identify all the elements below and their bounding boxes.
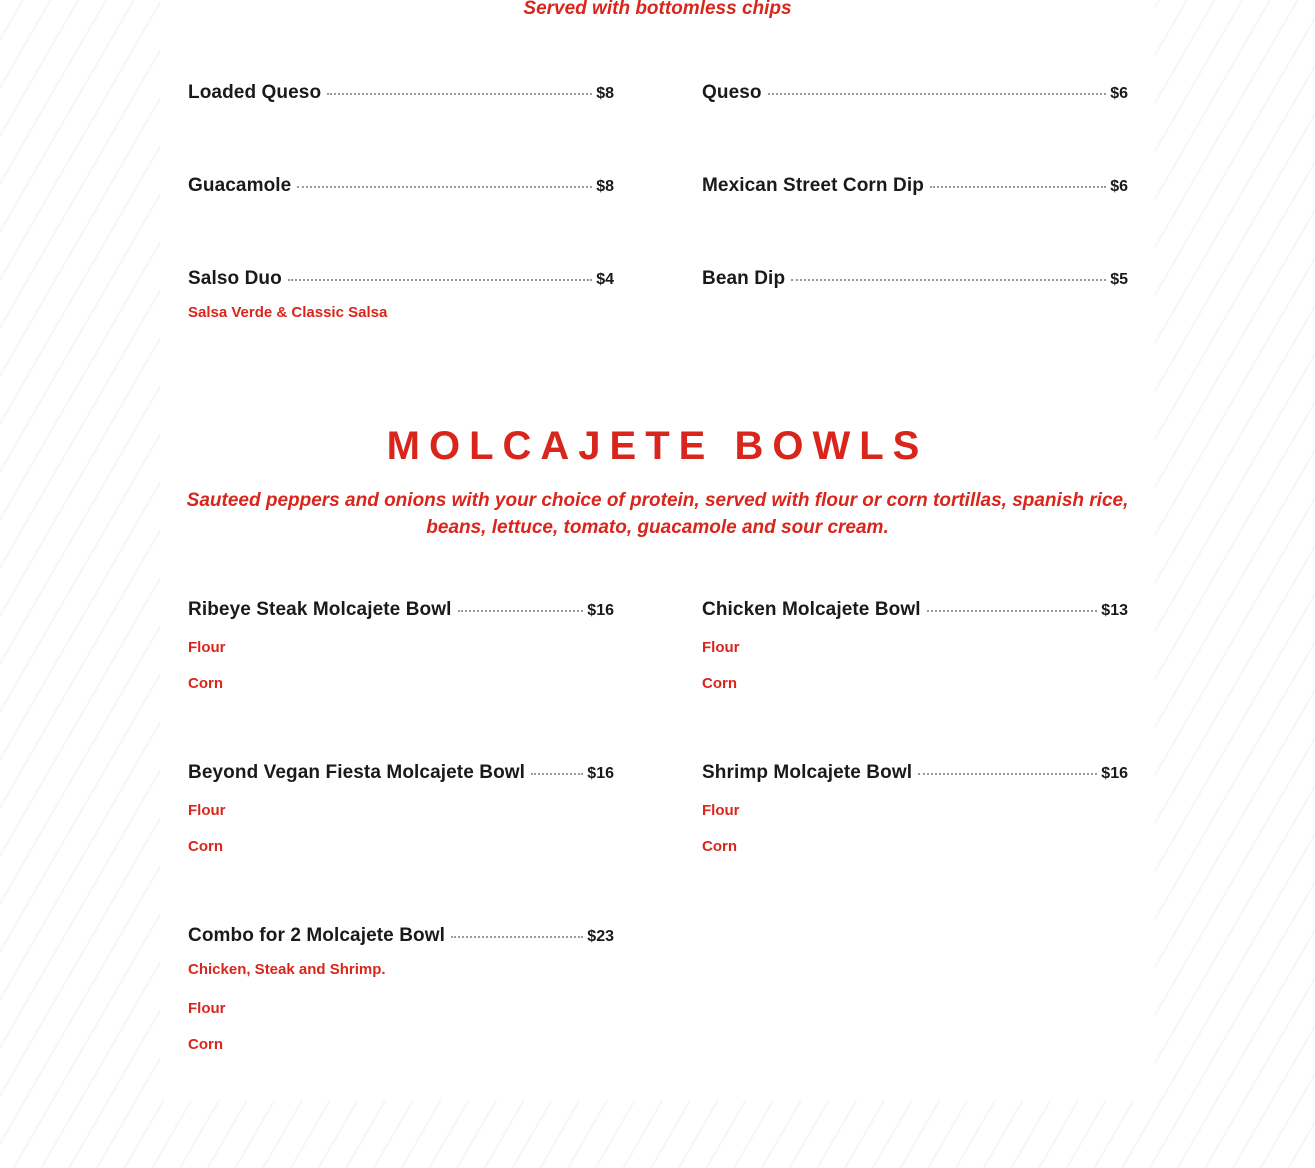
item-price: $8 (596, 178, 614, 195)
item-name: Bean Dip (702, 268, 786, 289)
dot-leader (327, 93, 592, 95)
item-price: $8 (596, 85, 614, 102)
option-corn[interactable]: Corn (188, 1036, 223, 1053)
option-flour[interactable]: Flour (188, 1000, 226, 1017)
dot-leader (930, 186, 1106, 188)
option-corn[interactable]: Corn (702, 838, 737, 855)
item-name: Salso Duo (188, 268, 282, 289)
dot-leader (458, 610, 584, 612)
tortilla-options (702, 639, 1128, 693)
dot-leader (768, 93, 1107, 95)
option-flour[interactable]: Flour (702, 639, 740, 656)
section-title: MOLCAJETE BOWLS (386, 424, 929, 468)
option-flour[interactable]: Flour (188, 639, 226, 656)
menu-item (188, 82, 614, 104)
item-description: Chicken, Steak and Shrimp. (188, 961, 386, 978)
tortilla-options (702, 802, 1128, 856)
item-price: $6 (1110, 85, 1128, 102)
item-name: Ribeye Steak Molcajete Bowl (188, 599, 452, 620)
item-price: $13 (1101, 602, 1128, 619)
dot-leader (531, 773, 583, 775)
item-name: Mexican Street Corn Dip (702, 175, 924, 196)
item-price: $6 (1110, 178, 1128, 195)
option-corn[interactable]: Corn (188, 838, 223, 855)
option-corn[interactable]: Corn (188, 675, 223, 692)
item-description: Salsa Verde & Classic Salsa (188, 304, 388, 321)
menu-item (702, 175, 1128, 197)
item-name: Chicken Molcajete Bowl (702, 599, 921, 620)
tortilla-options (188, 639, 614, 693)
item-price: $4 (596, 271, 614, 288)
menu-item (188, 268, 614, 321)
menu-item (702, 268, 1128, 290)
item-name: Queso (702, 82, 762, 103)
section-description: Sauteed peppers and onions with your choice of protein, served with flour or corn tortillas, spanish rice, beans, lettuce, tomato, guacamole and sour cream. (186, 490, 1129, 538)
tortilla-options (188, 1000, 614, 1054)
item-name: Shrimp Molcajete Bowl (702, 762, 913, 783)
item-name: Beyond Vegan Fiesta Molcajete Bowl (188, 762, 526, 783)
menu-item (188, 599, 614, 693)
item-price: $16 (1101, 765, 1128, 782)
menu-item (188, 925, 614, 1054)
tortilla-options (188, 802, 614, 856)
dot-leader (918, 773, 1097, 775)
item-price: $23 (587, 928, 614, 945)
dot-leader (451, 936, 583, 938)
menu-item (188, 175, 614, 197)
menu-item (702, 762, 1128, 856)
menu-item (188, 762, 614, 856)
dips-intro-note: Served with bottomless chips (523, 0, 792, 19)
menu-item (702, 599, 1128, 693)
item-name: Combo for 2 Molcajete Bowl (188, 925, 446, 946)
dot-leader (927, 610, 1098, 612)
option-flour[interactable]: Flour (188, 802, 226, 819)
item-price: $16 (587, 765, 614, 782)
menu-item (702, 82, 1128, 104)
item-price: $16 (587, 602, 614, 619)
dot-leader (791, 279, 1106, 281)
dot-leader (288, 279, 592, 281)
dot-leader (297, 186, 592, 188)
option-flour[interactable]: Flour (702, 802, 740, 819)
item-name: Guacamole (188, 175, 292, 196)
item-name: Loaded Queso (188, 82, 322, 103)
option-corn[interactable]: Corn (702, 675, 737, 692)
item-price: $5 (1110, 271, 1128, 288)
